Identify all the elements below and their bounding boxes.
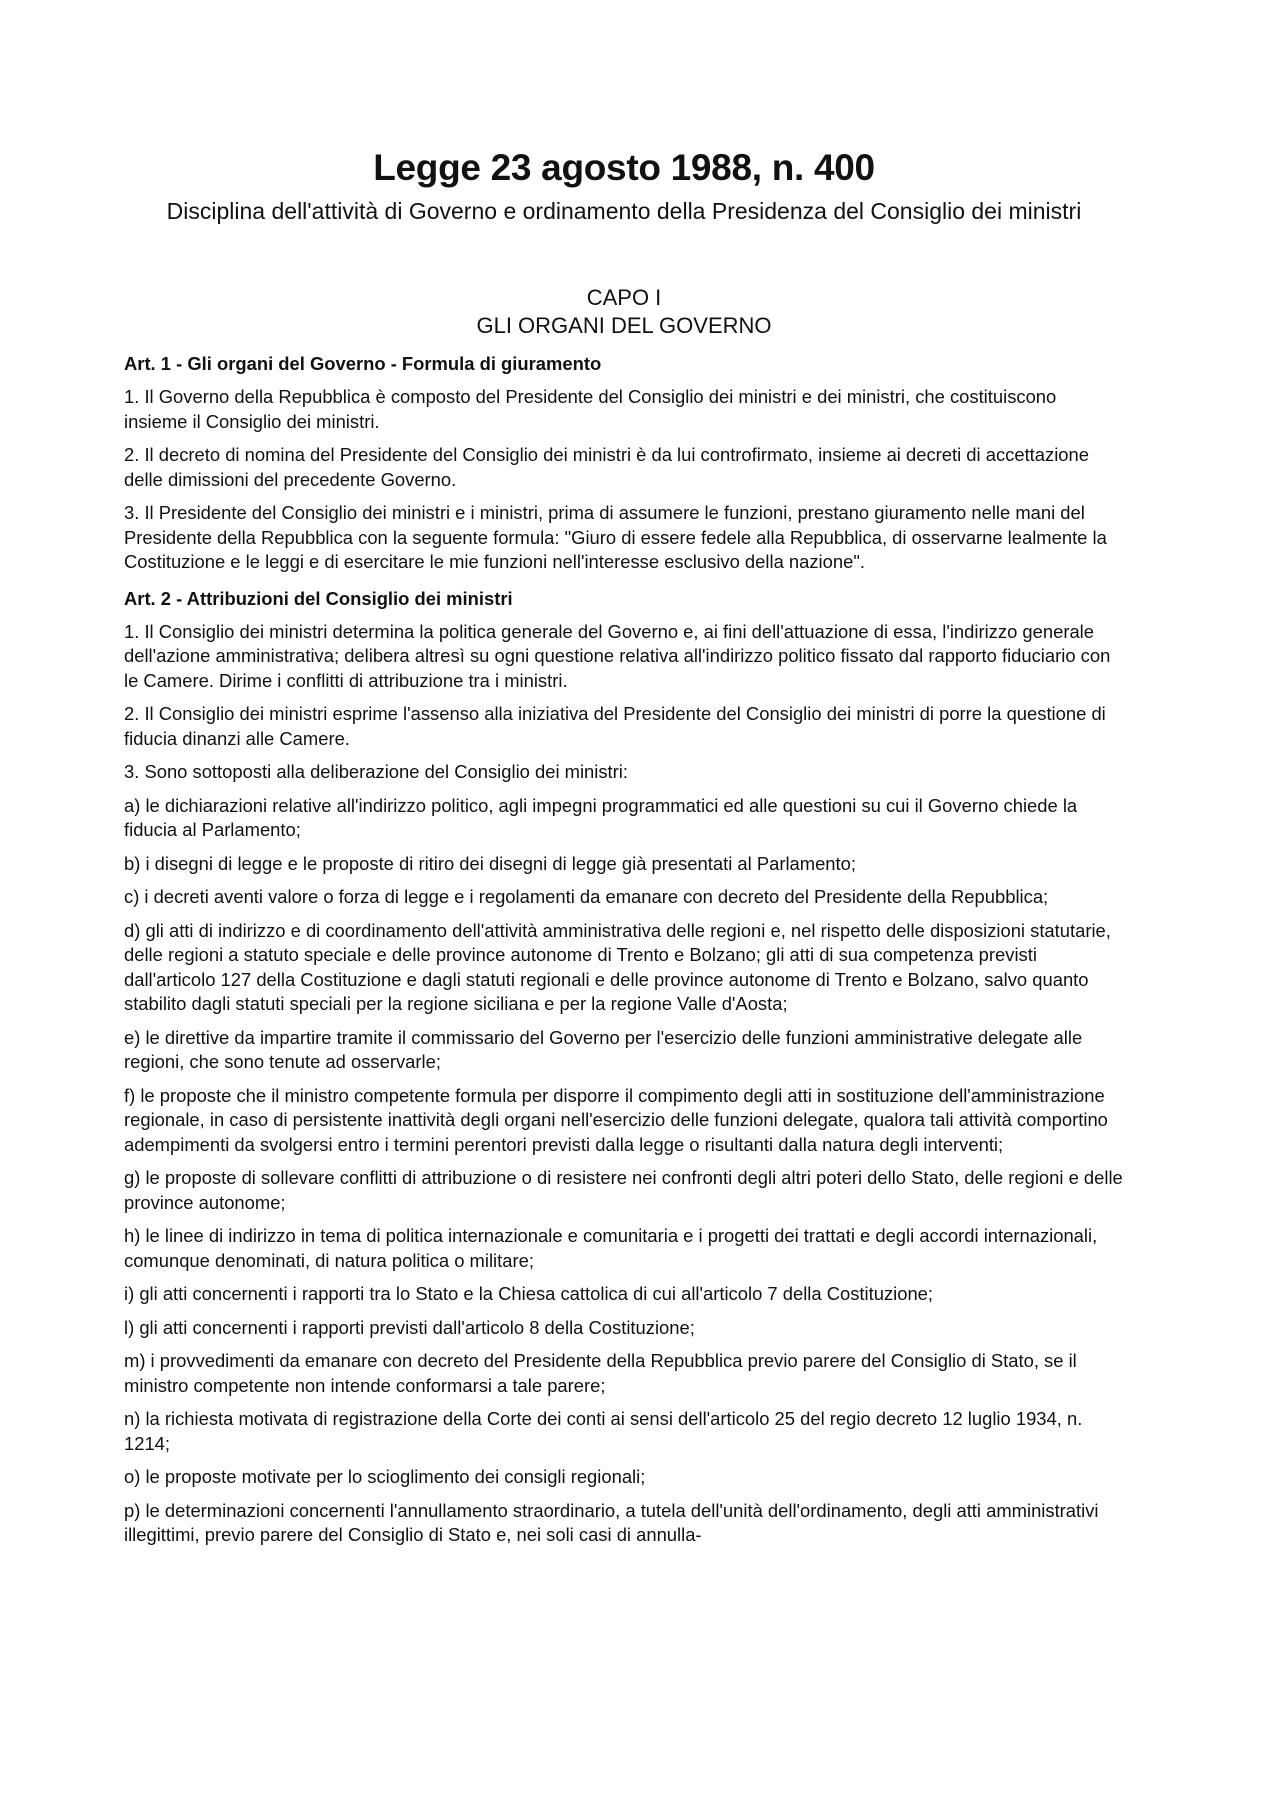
chapter-heading [124,284,1124,340]
article-heading: Art. 2 - Attribuzioni del Consiglio dei ministri [124,587,513,609]
article-paragraph: p) le determinazioni concernenti l'annullamento straordinario, a tutela dell'unità dell'ordinamento, degli atti amministrativi illegittimi, previo parere del Consiglio di Stato e, nei soli casi di annulla- [124,1499,1099,1545]
document-subtitle: Disciplina dell'attività di Governo e ordinamento della Presidenza del Consiglio dei ministri [166,198,1082,224]
article-paragraph: 3. Sono sottoposti alla deliberazione del Consiglio dei ministri: [124,761,628,782]
article-1 [124,352,1124,575]
document-title: Legge 23 agosto 1988, n. 400 [373,147,875,188]
article-paragraph: 1. Il Governo della Repubblica è composto del Presidente del Consiglio dei ministri e dei ministri, che costituiscono insieme il Consiglio dei ministri. [124,386,1057,432]
article-heading: Art. 1 - Gli organi del Governo - Formula di giuramento [124,353,602,374]
article-paragraph: m) i provvedimenti da emanare con decreto del Presidente della Repubblica previo parere del Consiglio di Stato, se il ministro competente non intende conformarsi a tale parere; [124,1350,1077,1396]
article-paragraph: i) gli atti concernenti i rapporti tra lo Stato e la Chiesa cattolica di cui all'articolo 7 della Costituzione; [124,1283,934,1304]
article-paragraph: b) i disegni di legge e le proposte di ritiro dei disegni di legge già presentati al Parlamento; [124,852,856,874]
article-paragraph: 1. Il Consiglio dei ministri determina la politica generale del Governo e, ai fini dell'attuazione di essa, l'indirizzo generale dell'azione amministrativa; delibera altresì su ogni questione relativa all'indirizzo politico fissato dal rapporto fiduciario con le Camere. Dirime i conflitti di attribuzione tra i ministri. [124,620,1111,691]
article-paragraph: a) le dichiarazioni relative all'indirizzo politico, agli impegni programmatici ed alle questioni su cui il Governo chiede la fiducia al Parlamento; [124,794,1078,840]
article-paragraph: e) le direttive da impartire tramite il commissario del Governo per l'esercizio delle funzioni amministrative delegate alle regioni, che sono tenute ad osservarle; [124,1026,1083,1072]
article-paragraph: l) gli atti concernenti i rapporti previsti dall'articolo 8 della Costituzione; [124,1316,695,1338]
chapter-number: CAPO I [586,285,662,310]
article-paragraph: 2. Il decreto di nomina del Presidente del Consiglio dei ministri è da lui controfirmato, insieme ai decreti di accettazione delle dimissioni del precedente Governo. [124,444,1089,490]
article-paragraph: d) gli atti di indirizzo e di coordinamento dell'attività amministrativa delle regioni e, nel rispetto delle disposizioni statutarie, delle regioni a statuto speciale e delle province autonome di Trento e Bolzano; gli atti di sua competenza previsti dall'articolo 127 della Costituzione e dagli statuti regionali e delle province autonome di Trento e Bolzano, salvo quanto stabilito dagli statuti speciali per la regione siciliana e per la regione Valle d'Aosta; [124,919,1111,1014]
article-paragraph: n) la richiesta motivata di registrazione della Corte dei conti ai sensi dell'articolo 25 del regio decreto 12 luglio 1934, n. 1214; [124,1408,1083,1454]
article-2 [124,587,1124,1548]
article-paragraph: c) i decreti aventi valore o forza di legge e i regolamenti da emanare con decreto del Presidente della Repubblica; [124,886,1049,907]
article-paragraph: f) le proposte che il ministro competente formula per disporre il compimento degli atti in sostituzione dell'amministrazione regionale, in caso di persistente inattività degli organi nell'esercizio delle funzioni delegate, qualora tali attività comportino adempimenti da svolgersi entro i termini perentori previsti dalla legge o risultanti dalla natura degli interventi; [124,1084,1108,1155]
article-body [124,385,1124,575]
document-page [124,146,1124,1548]
article-paragraph: 3. Il Presidente del Consiglio dei ministri e i ministri, prima di assumere le funzioni, prestano giuramento nelle mani del Presidente della Repubblica con la seguente formula: "Giuro di essere fedele alla Repubblica, di osservarne lealmente la Costituzione e le leggi e di esercitare le mie funzioni nell'interesse esclusivo della nazione". [124,502,1107,572]
article-paragraph: h) le linee di indirizzo in tema di politica internazionale e comunitaria e i progetti dei trattati e degli accordi internazionali, comunque denominati, di natura politica o militare; [124,1225,1098,1271]
chapter-name: GLI ORGANI DEL GOVERNO [476,313,772,338]
article-paragraph: 2. Il Consiglio dei ministri esprime l'assenso alla iniziativa del Presidente del Consiglio dei ministri di porre la questione di fiducia dinanzi alle Camere. [124,703,1106,749]
article-body [124,620,1124,1548]
article-paragraph: o) le proposte motivate per lo scioglimento dei consigli regionali; [124,1466,646,1487]
article-paragraph: g) le proposte di sollevare conflitti di attribuzione o di resistere nei confronti degli altri poteri dello Stato, delle regioni e delle province autonome; [124,1167,1123,1213]
